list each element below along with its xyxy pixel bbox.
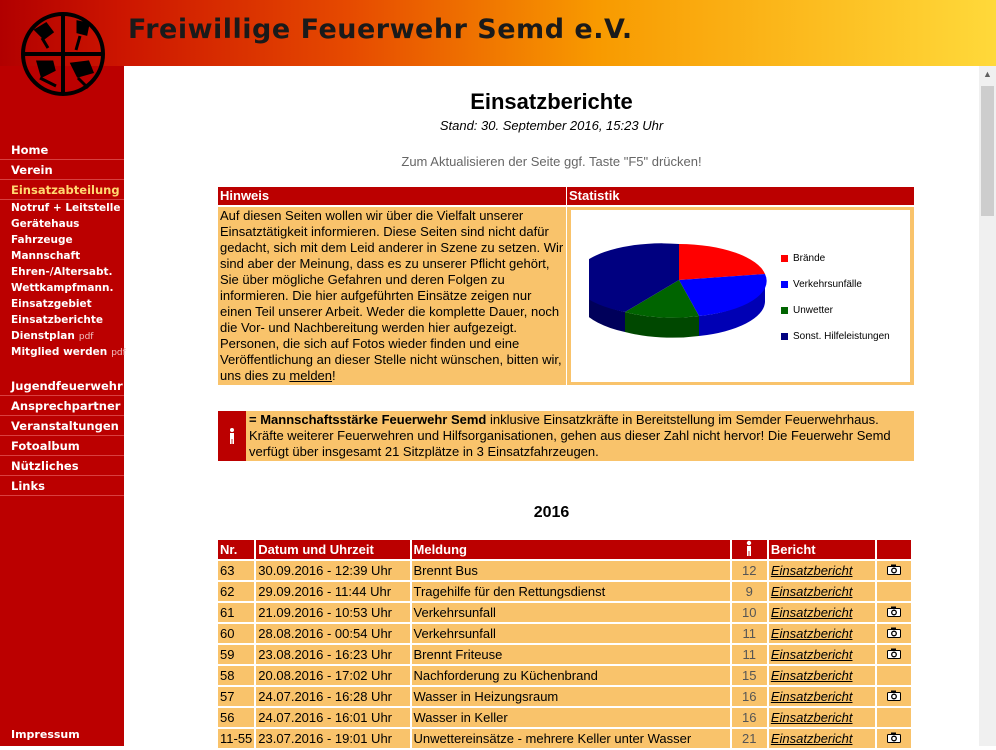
person-icon bbox=[744, 540, 754, 556]
cell-meldung: Nachforderung zu Küchenbrand bbox=[412, 666, 730, 685]
nav-item-fotoalbum[interactable] bbox=[0, 436, 124, 456]
camera-icon[interactable] bbox=[887, 606, 901, 617]
col-foto bbox=[877, 540, 911, 559]
cell-foto bbox=[877, 645, 911, 664]
cell-staerke: 16 bbox=[732, 708, 767, 727]
cell-meldung: Verkehrsunfall bbox=[412, 603, 730, 622]
cell-meldung: Tragehilfe für den Rettungsdienst bbox=[412, 582, 730, 601]
nav-item-home-label: Home bbox=[11, 143, 49, 157]
nav-item-home[interactable] bbox=[0, 140, 124, 160]
nav-subitem-notruf-leitstelle[interactable] bbox=[0, 200, 124, 216]
nav-item-jugendfeuerwehr[interactable] bbox=[0, 376, 124, 396]
hinweis-header: Hinweis bbox=[218, 187, 566, 205]
cell-foto bbox=[877, 561, 911, 580]
nav-subitem-einsatzgebiet[interactable] bbox=[0, 296, 124, 312]
cell-nr: 58 bbox=[218, 666, 254, 685]
einsatzbericht-link[interactable]: Einsatzbericht bbox=[770, 710, 853, 725]
table-row bbox=[218, 582, 911, 601]
legend-swatch bbox=[781, 307, 788, 314]
hinweis-panel bbox=[218, 207, 566, 385]
table-row bbox=[218, 561, 911, 580]
cell-datum: 29.09.2016 - 11:44 Uhr bbox=[256, 582, 409, 601]
cell-nr: 62 bbox=[218, 582, 254, 601]
legend-swatch bbox=[781, 333, 788, 340]
nav-sub-einsatzabteilung bbox=[0, 200, 124, 360]
pie-slice-braende bbox=[679, 244, 765, 280]
nav-item-einsatzabteilung[interactable] bbox=[0, 180, 124, 200]
legend-label: Sonst. Hilfeleistungen bbox=[793, 331, 890, 342]
einsatzbericht-link[interactable]: Einsatzbericht bbox=[770, 731, 853, 746]
nav-subitem-ehren-altersabt[interactable] bbox=[0, 264, 124, 280]
nav-subitem-dienstplan[interactable] bbox=[0, 328, 124, 344]
year-heading: 2016 bbox=[533, 504, 570, 521]
nav-item-veranstaltungen-label: Veranstaltungen bbox=[11, 419, 119, 433]
melden-link[interactable]: melden bbox=[289, 368, 333, 383]
page-title: Einsatzberichte bbox=[470, 89, 633, 114]
nav-subitem-ger-tehaus-label: Gerätehaus bbox=[11, 218, 80, 230]
cell-nr: 63 bbox=[218, 561, 254, 580]
nav-subitem-mitglied-werden[interactable] bbox=[0, 344, 124, 360]
camera-icon[interactable] bbox=[887, 627, 901, 638]
info-text bbox=[249, 412, 911, 460]
legend-item-br-nde bbox=[781, 253, 825, 265]
col-staerke bbox=[732, 540, 767, 559]
einsatzbericht-link[interactable]: Einsatzbericht bbox=[770, 584, 853, 599]
mannschaftsstaerke-info bbox=[218, 411, 914, 461]
nav-subitem-ger-tehaus[interactable] bbox=[0, 216, 124, 232]
nav-subitem-mitglied-werden-label: Mitglied werden bbox=[11, 346, 108, 358]
camera-icon[interactable] bbox=[887, 648, 901, 659]
cell-foto bbox=[877, 582, 911, 601]
nav-subitem-einsatzberichte-label: Einsatzberichte bbox=[11, 314, 103, 326]
cell-meldung: Brennt Bus bbox=[412, 561, 730, 580]
cell-nr: 11-55 bbox=[220, 731, 253, 746]
cell-foto bbox=[877, 729, 911, 748]
table-header-row bbox=[218, 540, 911, 559]
refresh-hint: Zum Aktualisieren der Seite ggf. Taste "F5" drücken! bbox=[401, 154, 702, 169]
cell-bericht bbox=[769, 561, 875, 580]
impressum-link[interactable]: Impressum bbox=[11, 728, 80, 741]
einsatz-table bbox=[216, 538, 913, 750]
nav-subitem-fahrzeuge[interactable] bbox=[0, 232, 124, 248]
legend-swatch bbox=[781, 255, 788, 262]
cell-nr: 59 bbox=[218, 645, 254, 664]
person-icon bbox=[218, 411, 246, 461]
page-scrollbar[interactable] bbox=[979, 66, 996, 746]
nav-item-n-tzliches-label: Nützliches bbox=[11, 459, 79, 473]
nav-item-verein[interactable] bbox=[0, 160, 124, 180]
cell-staerke: 11 bbox=[732, 645, 767, 664]
nav-item-links-label: Links bbox=[11, 479, 45, 493]
cell-bericht bbox=[769, 729, 875, 748]
cell-bericht bbox=[769, 582, 875, 601]
cell-bericht bbox=[769, 624, 875, 643]
nav-subitem-notruf-leitstelle-label: Notruf + Leitstelle bbox=[11, 202, 121, 214]
cell-datum: 20.08.2016 - 17:02 Uhr bbox=[256, 666, 409, 685]
legend-swatch bbox=[781, 281, 788, 288]
nav-subitem-dienstplan-label: Dienstplan bbox=[11, 330, 75, 342]
nav-subitem-einsatzberichte[interactable] bbox=[0, 312, 124, 328]
nav-subitem-ehren-altersabt-label: Ehren-/Altersabt. bbox=[11, 266, 113, 278]
statistik-chart-area bbox=[571, 210, 910, 382]
cell-meldung: Verkehrsunfall bbox=[412, 624, 730, 643]
cell-datum: 24.07.2016 - 16:28 Uhr bbox=[256, 687, 409, 706]
nav-subitem-wettkampfmann-label: Wettkampfmann. bbox=[11, 282, 114, 294]
camera-icon[interactable] bbox=[887, 564, 901, 575]
cell-bericht bbox=[769, 687, 875, 706]
cell-meldung: Wasser in Keller bbox=[412, 708, 730, 727]
table-row bbox=[218, 666, 911, 685]
einsatz-table-body bbox=[218, 561, 911, 748]
cell-foto bbox=[877, 624, 911, 643]
cell-datum: 24.07.2016 - 16:01 Uhr bbox=[256, 708, 409, 727]
legend-label: Verkehrsunfälle bbox=[793, 279, 862, 290]
cell-meldung: Unwettereinsätze - mehrere Keller unter Wasser bbox=[412, 729, 730, 748]
cell-nr: 57 bbox=[218, 687, 254, 706]
col-meldung: Meldung bbox=[412, 540, 730, 559]
hinweis-text: Auf diesen Seiten wollen wir über die Vielfalt unserer Einsatztätigkeit informieren. Diese Seiten sind nicht dafür gedacht, sich mit dem Leid anderer in Szene zu setzen. Wir sind aber der Meinung, dass es zu unserer Pflicht gehört, Sie über mögliche Gefahren und deren Folgen zu informieren. Die hier aufgeführten Einsätze zeigen nur einen Teil unserer Arbeit. Weder die komplette Dauer, noch die Vor- und Nachbereitung werden hier aufgezeigt. bbox=[220, 208, 564, 335]
pdf-badge: pdf bbox=[78, 332, 94, 342]
cell-staerke: 15 bbox=[732, 666, 767, 685]
einsatzbericht-link[interactable]: Einsatzbericht bbox=[770, 626, 853, 641]
statistik-panel bbox=[567, 207, 914, 385]
einsatzbericht-link[interactable]: Einsatzbericht bbox=[770, 689, 853, 704]
cell-datum: 30.09.2016 - 12:39 Uhr bbox=[256, 561, 409, 580]
sidebar bbox=[0, 66, 124, 746]
cell-bericht bbox=[769, 666, 875, 685]
cell-datum: 28.08.2016 - 00:54 Uhr bbox=[256, 624, 409, 643]
camera-icon[interactable] bbox=[887, 732, 901, 743]
nav-subitem-wettkampfmann[interactable] bbox=[0, 280, 124, 296]
nav-item-ansprechpartner[interactable] bbox=[0, 396, 124, 416]
cell-meldung: Brennt Friteuse bbox=[412, 645, 730, 664]
fire-department-logo-icon bbox=[18, 8, 108, 108]
hinweis-text-2: Personen, die sich auf Fotos wieder finden und eine Veröffentlichung an dieser Stelle nicht wünschen, bitten wir, uns dies zu bbox=[220, 336, 562, 383]
statistik-header: Statistik bbox=[567, 187, 914, 205]
cell-foto bbox=[877, 708, 911, 727]
scroll-up-arrow-icon[interactable]: ▲ bbox=[983, 69, 992, 79]
legend-label: Brände bbox=[793, 253, 826, 264]
scroll-thumb[interactable] bbox=[981, 86, 994, 216]
statistik-pie-chart bbox=[589, 234, 769, 354]
nav-subitem-mannschaft-label: Mannschaft bbox=[11, 250, 81, 262]
cell-foto bbox=[877, 603, 911, 622]
hinweis-end: ! bbox=[332, 368, 336, 383]
einsatzbericht-link[interactable]: Einsatzbericht bbox=[770, 563, 853, 578]
table-row bbox=[218, 687, 911, 706]
cell-foto bbox=[877, 666, 911, 685]
legend-item-unwetter bbox=[781, 305, 833, 317]
cell-staerke: 21 bbox=[732, 729, 767, 748]
table-row bbox=[218, 729, 911, 748]
nav-subitem-mannschaft[interactable] bbox=[0, 248, 124, 264]
cell-staerke: 16 bbox=[732, 687, 767, 706]
cell-bericht bbox=[769, 708, 875, 727]
table-row bbox=[218, 624, 911, 643]
cell-bericht bbox=[769, 603, 875, 622]
nav-main-bottom bbox=[0, 376, 124, 496]
page-date: Stand: 30. September 2016, 15:23 Uhr bbox=[439, 118, 664, 133]
col-nr: Nr. bbox=[218, 540, 254, 559]
nav-subitem-fahrzeuge-label: Fahrzeuge bbox=[11, 234, 73, 246]
cell-meldung: Wasser in Heizungsraum bbox=[412, 687, 730, 706]
table-row bbox=[218, 708, 911, 727]
nav-item-veranstaltungen[interactable] bbox=[0, 416, 124, 436]
cell-datum: 23.08.2016 - 16:23 Uhr bbox=[256, 645, 409, 664]
cell-nr: 61 bbox=[218, 603, 254, 622]
cell-bericht bbox=[769, 645, 875, 664]
col-datum: Datum und Uhrzeit bbox=[256, 540, 409, 559]
camera-icon[interactable] bbox=[887, 690, 901, 701]
cell-staerke: 10 bbox=[732, 603, 767, 622]
pdf-badge: pdf bbox=[111, 348, 126, 358]
legend-item-verkehrsunf-lle bbox=[781, 279, 862, 291]
nav-item-verein-label: Verein bbox=[11, 163, 53, 177]
cell-foto bbox=[877, 687, 911, 706]
cell-datum: 23.07.2016 - 19:01 Uhr bbox=[256, 729, 409, 748]
cell-nr: 56 bbox=[218, 708, 254, 727]
nav-item-einsatzabteilung-label: Einsatzabteilung bbox=[11, 183, 120, 197]
einsatzbericht-link[interactable]: Einsatzbericht bbox=[770, 668, 853, 683]
person-icon-cell bbox=[218, 411, 246, 461]
nav-item-jugendfeuerwehr-label: Jugendfeuerwehr bbox=[11, 379, 123, 393]
main-content bbox=[124, 66, 979, 746]
einsatzbericht-link[interactable]: Einsatzbericht bbox=[770, 605, 853, 620]
info-bold: = Mannschaftsstärke Feuerwehr Semd bbox=[249, 412, 487, 427]
site-header bbox=[0, 0, 996, 66]
nav-item-n-tzliches[interactable] bbox=[0, 456, 124, 476]
site-title: Freiwillige Feuerwehr Semd e.V. bbox=[128, 14, 633, 45]
cell-staerke: 12 bbox=[732, 561, 767, 580]
nav-item-fotoalbum-label: Fotoalbum bbox=[11, 439, 80, 453]
info-rest: inklusive Einsatzkräfte in Bereitstellung im Semder Feuerwehrhaus. Kräfte weiterer Feuerwehren und Hilfsorganisationen, gehen aus dieser Zahl nicht hervor! Die Feuerwehr Semd verfügt über insgesamt 21 Sitzplätze in 3 Einsatzfahrzeugen. bbox=[249, 412, 891, 459]
legend-label: Unwetter bbox=[793, 305, 834, 316]
cell-staerke: 9 bbox=[732, 582, 767, 601]
nav-item-links[interactable] bbox=[0, 476, 124, 496]
table-row bbox=[218, 603, 911, 622]
nav-item-ansprechpartner-label: Ansprechpartner bbox=[11, 399, 121, 413]
einsatzbericht-link[interactable]: Einsatzbericht bbox=[770, 647, 853, 662]
legend-item-sonst-hilfeleistungen bbox=[781, 331, 890, 343]
cell-datum: 21.09.2016 - 10:53 Uhr bbox=[256, 603, 409, 622]
nav-main-top bbox=[0, 140, 124, 200]
nav-subitem-einsatzgebiet-label: Einsatzgebiet bbox=[11, 298, 92, 310]
table-row bbox=[218, 645, 911, 664]
cell-staerke: 11 bbox=[732, 624, 767, 643]
col-bericht: Bericht bbox=[769, 540, 875, 559]
cell-nr: 60 bbox=[218, 624, 254, 643]
